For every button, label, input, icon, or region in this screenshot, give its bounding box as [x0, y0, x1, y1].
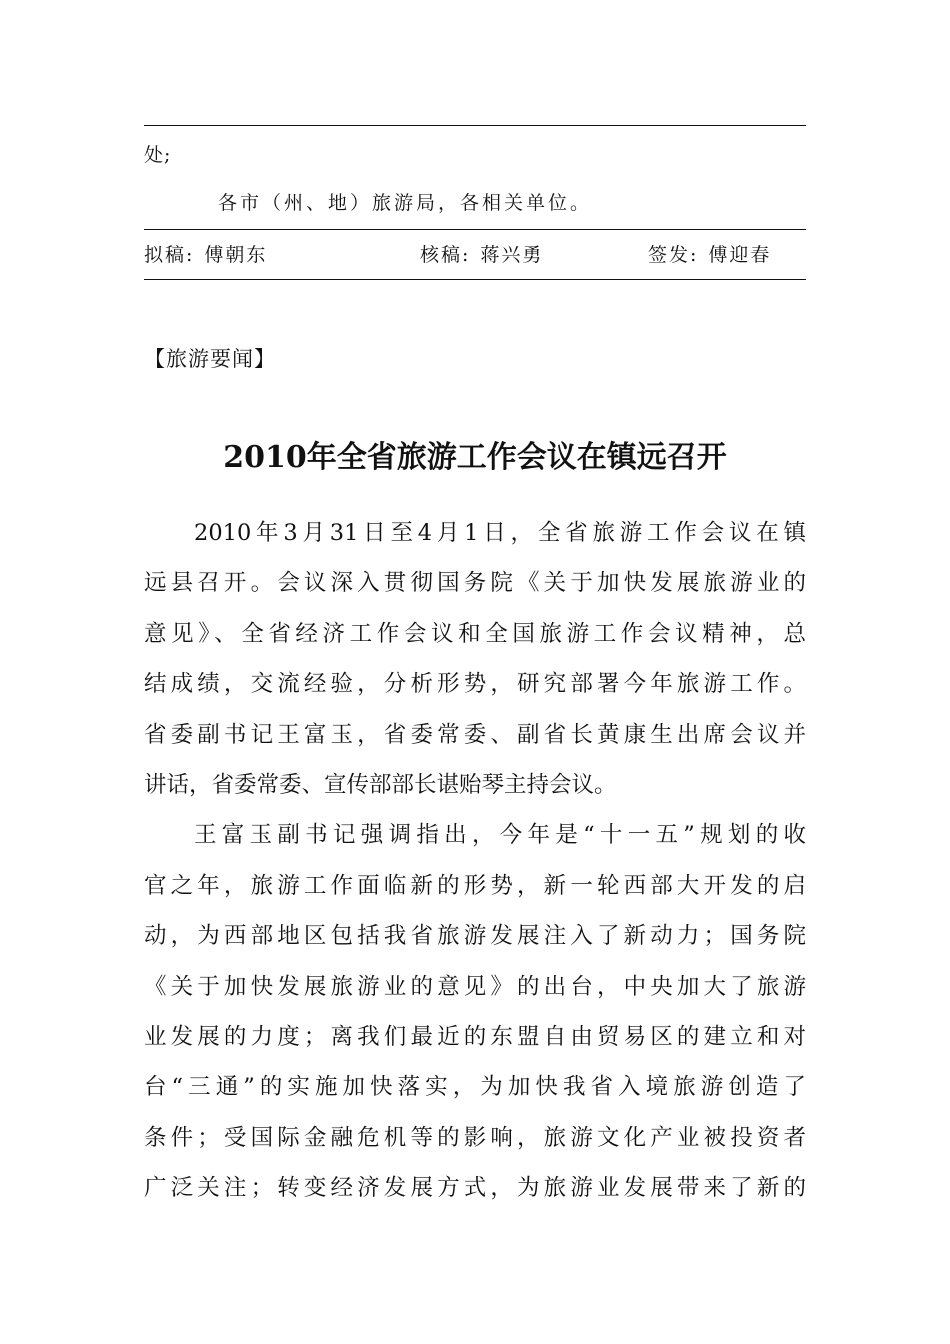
bottom-rule: [144, 279, 806, 280]
section-tag: 【旅游要闻】: [144, 347, 276, 371]
drafter-name: 傅朝东: [204, 244, 268, 266]
checker-signature: [420, 240, 543, 267]
issuer-name: 傅迎春: [708, 244, 772, 266]
paragraph-2-line-1: 王富玉副书记强调指出，今年是“十一五”规划的收: [194, 822, 806, 849]
paragraph-1-line-1: 2010年3月31日至4月1日，全省旅游工作会议在镇: [194, 520, 806, 546]
paragraph-2-line-7: 条件；受国际金融危机等的影响，旅游文化产业被投资者: [144, 1124, 806, 1151]
paragraph-1-line-3: 意见》、全省经济工作会议和全国旅游工作会议精神，总: [144, 620, 806, 647]
drafter-signature: [144, 240, 267, 267]
paragraph-1-line-6: 讲话，省委常委、宣传部部长谌贻琴主持会议。: [144, 771, 617, 798]
paragraph-2-line-5: 业发展的力度；离我们最近的东盟自由贸易区的建立和对: [144, 1023, 806, 1050]
checker-name: 蒋兴勇: [480, 244, 544, 266]
paragraph-1-line-2: 远县召开。会议深入贯彻国务院《关于加快发展旅游业的: [144, 570, 806, 597]
distribution-line-continued: 处;: [144, 144, 172, 166]
signature-row: [144, 240, 806, 270]
issuer-signature: [648, 240, 771, 267]
drafter-label: 拟稿:: [144, 244, 195, 266]
paragraph-2-line-2: 官之年，旅游工作面临新的形势，新一轮西部大开发的启: [144, 872, 806, 899]
top-rule: [144, 125, 806, 126]
distribution-recipients: 各市（州、地）旅游局，各相关单位。: [218, 192, 593, 214]
paragraph-2-line-4: 《关于加快发展旅游业的意见》的出台，中央加大了旅游: [144, 973, 806, 1000]
article-body: [144, 508, 806, 1213]
article-headline: 2010年全省旅游工作会议在镇远召开: [223, 440, 727, 475]
paragraph-2-line-6: 台“三通”的实施加快落实，为加快我省入境旅游创造了: [144, 1074, 806, 1101]
middle-rule: [144, 229, 806, 230]
paragraph-2-line-8: 广泛关注；转变经济发展方式，为旅游业发展带来了新的: [144, 1175, 806, 1202]
paragraph-1-line-4: 结成绩，交流经验，分析形势，研究部署今年旅游工作。: [144, 671, 806, 698]
issuer-label: 签发:: [648, 244, 699, 266]
checker-label: 核稿:: [420, 244, 471, 266]
paragraph-2-line-3: 动，为西部地区包括我省旅游发展注入了新动力；国务院: [144, 923, 806, 950]
paragraph-1-line-5: 省委副书记王富玉，省委常委、副省长黄康生出席会议并: [144, 721, 806, 748]
